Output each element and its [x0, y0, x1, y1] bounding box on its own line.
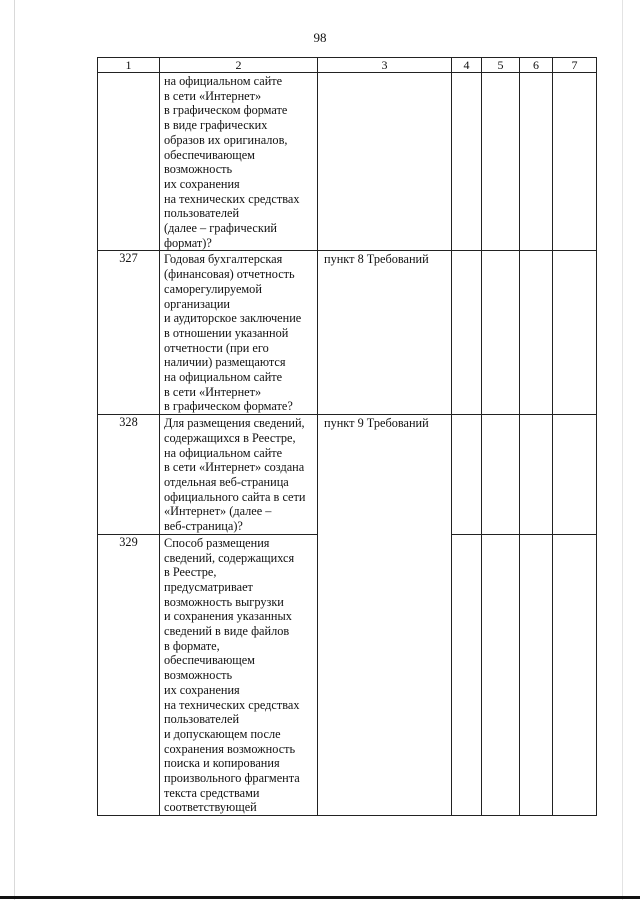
- question-line: и аудиторское заключение: [164, 311, 302, 326]
- question-line: в виде графических: [164, 118, 268, 133]
- question-line: «Интернет» (далее –: [164, 504, 272, 519]
- scan-edge-bottom: [0, 896, 640, 899]
- reference-cell: пункт 9 Требований: [318, 415, 452, 816]
- question-line: наличии) размещаются: [164, 355, 286, 370]
- header-cell: 5: [482, 58, 520, 73]
- question-line: произвольного фрагмента: [164, 771, 300, 786]
- empty-cell-col7: [553, 415, 597, 535]
- scan-edge-left: [14, 0, 15, 900]
- header-cell: 2: [160, 58, 318, 73]
- empty-cell-col6: [520, 534, 553, 815]
- empty-cell-col4: [452, 415, 482, 535]
- checklist-table: [97, 57, 597, 816]
- empty-cell-col4: [452, 251, 482, 415]
- question-line: на официальном сайте: [164, 445, 283, 460]
- empty-cell-col4: [452, 73, 482, 251]
- question-line: обеспечивающем: [164, 653, 255, 668]
- header-row: [98, 58, 597, 73]
- question-line: отдельная веб-страница: [164, 474, 289, 489]
- question-line: саморегулируемой: [164, 281, 262, 296]
- question-line: в сети «Интернет»: [164, 88, 262, 103]
- header-cell: 7: [553, 58, 597, 73]
- question-line: и сохранения указанных: [164, 609, 292, 624]
- header-cell: 1: [98, 58, 160, 73]
- page-number: 98: [313, 30, 327, 45]
- question-line: в Реестре,: [164, 565, 217, 580]
- question-line: на технических средствах: [164, 697, 300, 712]
- empty-cell-col7: [553, 251, 597, 415]
- empty-cell-col6: [520, 73, 553, 251]
- empty-cell-col6: [520, 415, 553, 535]
- question-cell: [160, 251, 318, 415]
- question-cell: [160, 73, 318, 251]
- question-line: в графическом формате: [164, 103, 288, 118]
- question-line: веб-страница)?: [164, 519, 243, 534]
- question-line: в отношении указанной: [164, 325, 289, 340]
- question-line: в графическом формате?: [164, 399, 293, 414]
- header-cell: 4: [452, 58, 482, 73]
- row-number: 329: [98, 534, 160, 815]
- question-line: сведений, содержащихся: [164, 550, 295, 565]
- question-line: в сети «Интернет» создана: [164, 460, 305, 475]
- row-number: [98, 73, 160, 251]
- question-line: их сохранения: [164, 682, 240, 697]
- question-line: Годовая бухгалтерская: [164, 252, 283, 267]
- question-line: соответствующей: [164, 800, 257, 815]
- question-line: (финансовая) отчетность: [164, 267, 295, 282]
- question-line: отчетности (при его: [164, 340, 269, 355]
- question-line: формат)?: [164, 235, 212, 250]
- question-line: пользователей: [164, 206, 240, 221]
- header-cell: 3: [318, 58, 452, 73]
- question-line: обеспечивающем: [164, 147, 255, 162]
- scan-edge-right: [622, 0, 623, 900]
- question-line: их сохранения: [164, 176, 240, 191]
- question-line: Для размещения сведений,: [164, 416, 305, 431]
- question-line: в сети «Интернет»: [164, 384, 262, 399]
- question-line: возможность: [164, 162, 233, 177]
- question-line: возможность выгрузки: [164, 594, 284, 609]
- empty-cell-col4: [452, 534, 482, 815]
- empty-cell-col5: [482, 415, 520, 535]
- empty-cell-col6: [520, 251, 553, 415]
- question-line: на технических средствах: [164, 191, 300, 206]
- question-line: сведений в виде файлов: [164, 624, 290, 639]
- question-cell: [160, 415, 318, 535]
- question-line: на официальном сайте: [164, 370, 283, 385]
- table-row: [98, 415, 597, 535]
- question-line: официального сайта в сети: [164, 489, 306, 504]
- reference-cell: [318, 73, 452, 251]
- question-cell: [160, 534, 318, 815]
- row-number: 328: [98, 415, 160, 535]
- question-line: сохранения возможность: [164, 741, 296, 756]
- empty-cell-col7: [553, 534, 597, 815]
- empty-cell-col5: [482, 251, 520, 415]
- question-line: пользователей: [164, 712, 240, 727]
- question-line: возможность: [164, 668, 233, 683]
- empty-cell-col5: [482, 534, 520, 815]
- question-line: на официальном сайте: [164, 74, 283, 88]
- question-line: организации: [164, 296, 231, 311]
- table-row: [98, 73, 597, 251]
- empty-cell-col7: [553, 73, 597, 251]
- row-number: 327: [98, 251, 160, 415]
- empty-cell-col5: [482, 73, 520, 251]
- question-line: (далее – графический: [164, 221, 278, 236]
- question-line: Способ размещения: [164, 535, 270, 550]
- question-line: содержащихся в Реестре,: [164, 430, 296, 445]
- question-line: в формате,: [164, 638, 220, 653]
- question-line: и допускающем после: [164, 726, 281, 741]
- header-cell: 6: [520, 58, 553, 73]
- question-line: текста средствами: [164, 785, 260, 800]
- question-line: предусматривает: [164, 579, 253, 594]
- reference-cell: пункт 8 Требований: [318, 251, 452, 415]
- question-line: образов их оригиналов,: [164, 132, 288, 147]
- table-row: [98, 251, 597, 415]
- question-line: поиска и копирования: [164, 756, 280, 771]
